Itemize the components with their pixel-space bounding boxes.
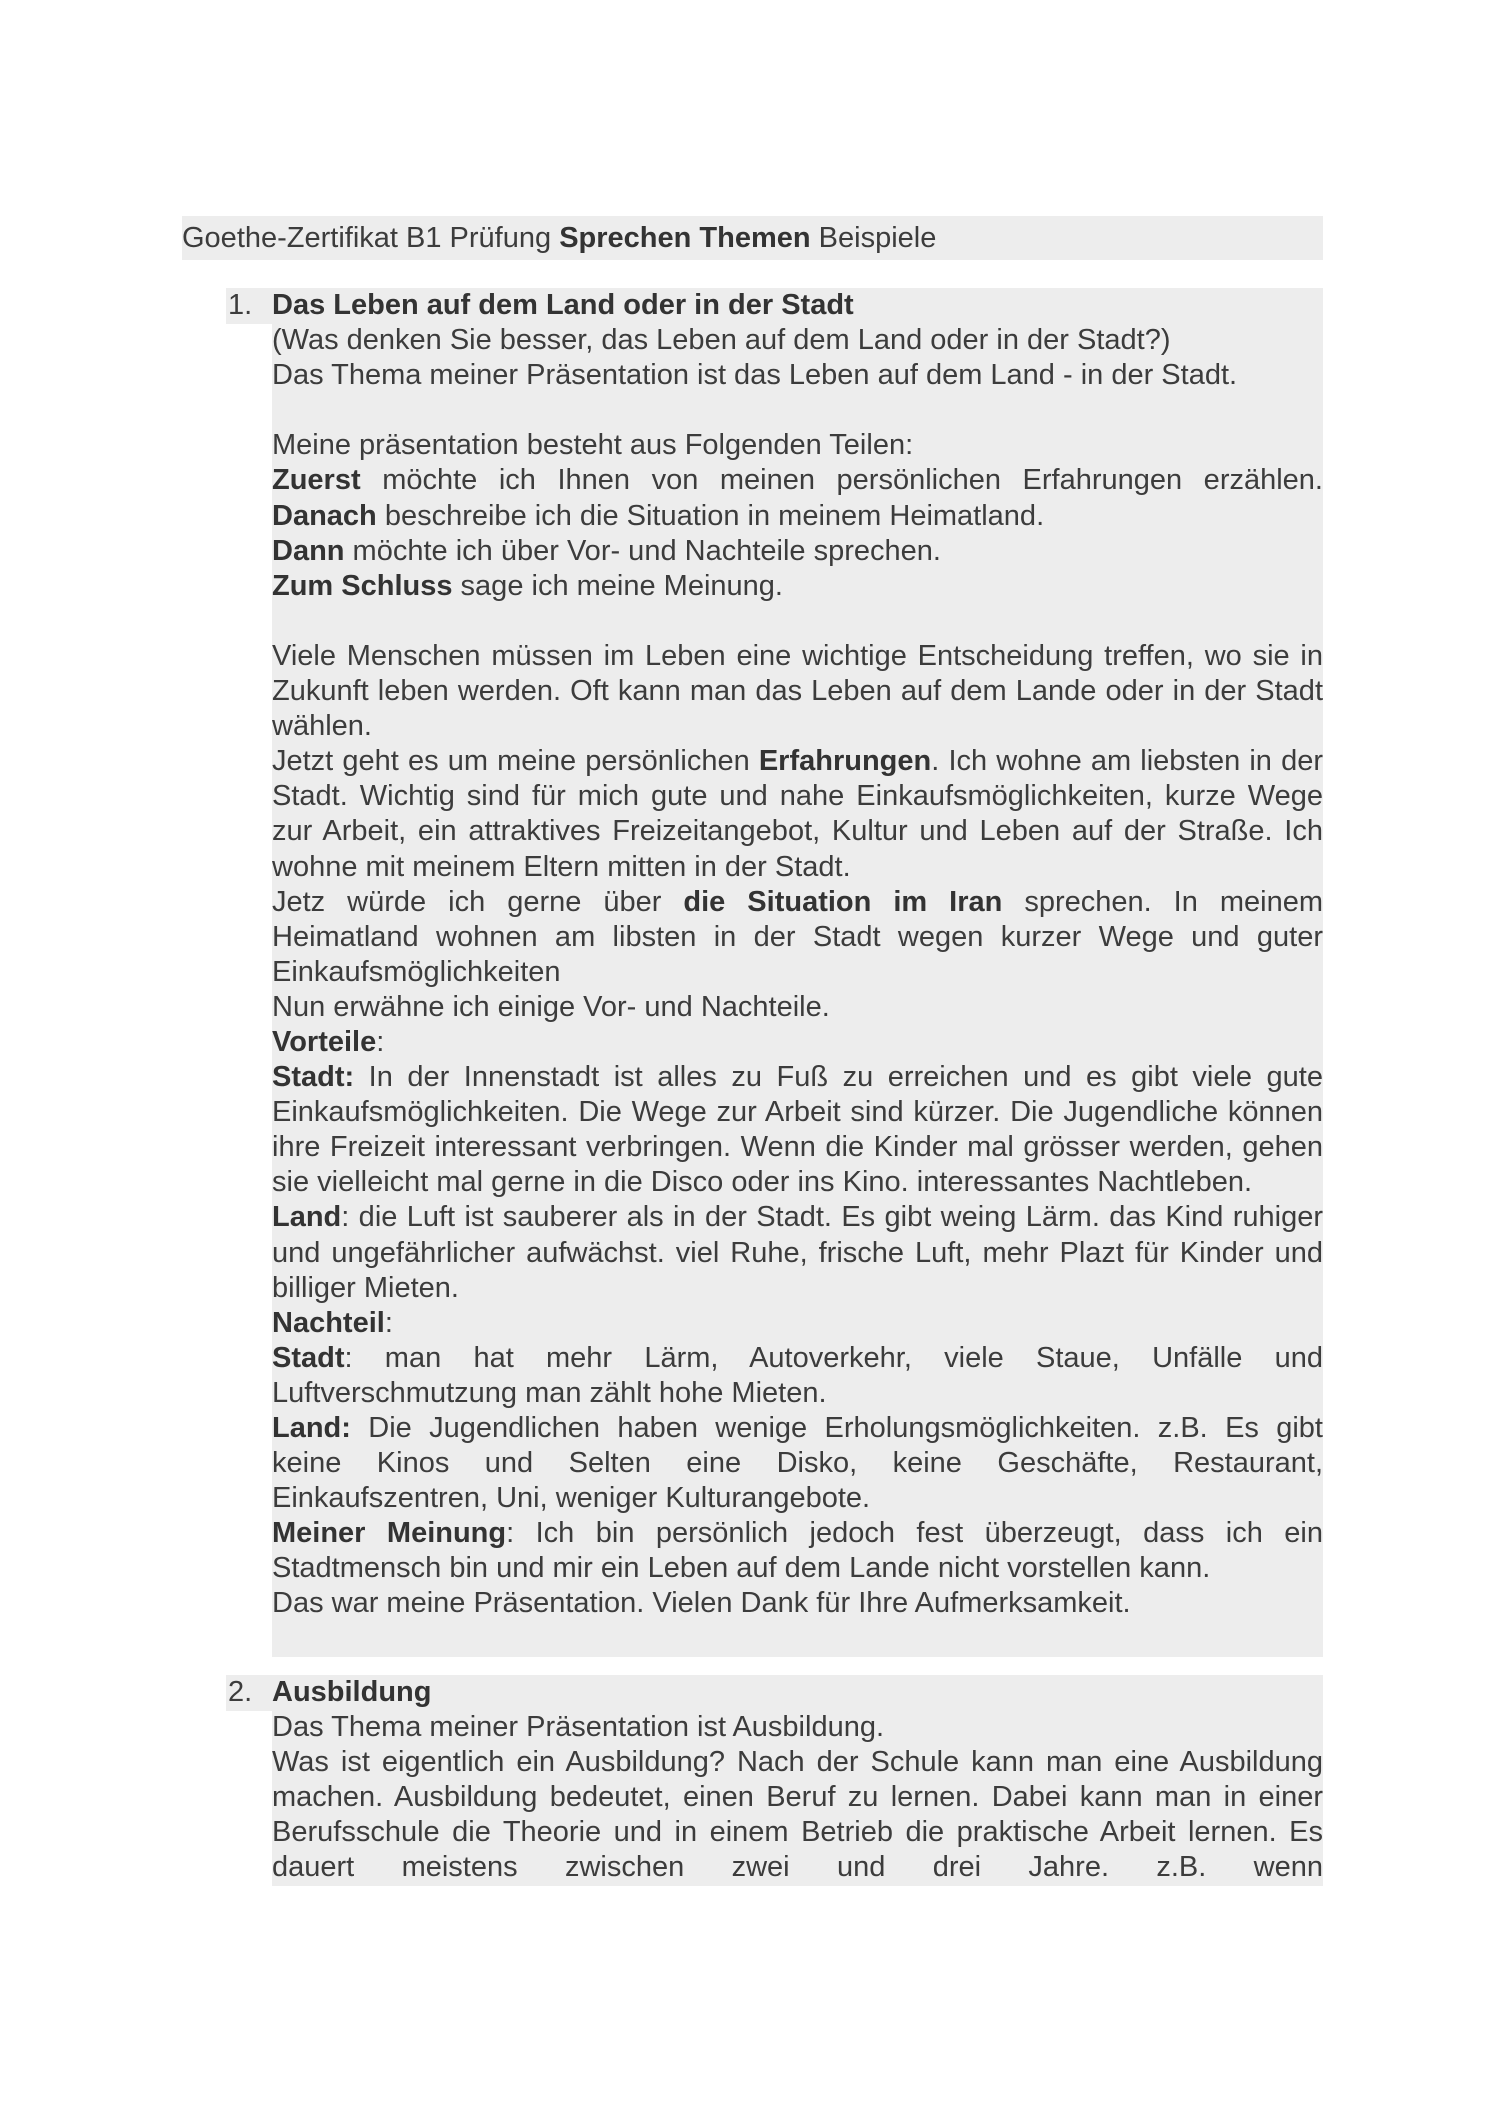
meinung-label: Meiner Meinung	[272, 1517, 507, 1550]
topic1-paragraph-vor-nachteile: Nun erwähne ich einige Vor- und Nachteile.	[272, 990, 830, 1023]
topic1-nachteil-heading	[272, 1306, 1323, 1341]
topic1-closing: Das war meine Präsentation. Vielen Dank für Ihre Aufmerksamkeit.	[272, 1587, 1131, 1620]
topic1-step-zuerst	[272, 463, 1323, 498]
vorteile-land-label: Land	[272, 1201, 342, 1234]
document-title-text	[182, 216, 936, 260]
situation-post: sprechen. In meinem Heimatland wohnen am libsten in der Stadt wegen kurzer Wege und guter Einkaufsmöglichkeiten	[272, 885, 1323, 988]
topic1-nachteil-stadt	[272, 1341, 1323, 1411]
topic1-step-danach	[272, 499, 1323, 534]
situation-bold: die Situation im Iran	[683, 885, 1003, 918]
vorteile-label: Vorteile	[272, 1025, 377, 1058]
topic1-vorteile-land	[272, 1200, 1323, 1305]
vorteile-stadt-text: In der Innenstadt ist alles zu Fuß zu erreichen und es gibt viele gute Einkaufsmöglichkeiten. Die Wege zur Arbeit sind kürzer. Die Jugendliche können ihre Freizeit interessant verbringen. Wenn die Kinder mal grösser werden, gehen sie vielleicht mal gerne in die Disco oder ins Kino. interessantes Nachtleben.	[272, 1061, 1323, 1199]
topic1-paragraph-1: Viele Menschen müssen im Leben eine wichtige Entscheidung treffen, wo sie in Zukunft leben werden. Oft kann man das Leben auf dem Lande oder in der Stadt wählen.	[272, 639, 1323, 743]
topic1-paragraph-erfahrungen	[272, 744, 1323, 884]
erfahrungen-pre: Jetzt geht es um meine persönlichen	[272, 745, 759, 778]
topic1-heading: Das Leben auf dem Land oder in der Stadt	[272, 289, 854, 321]
nachteil-land-label: Land:	[272, 1412, 351, 1444]
nachteil-colon: :	[384, 1306, 393, 1339]
vorteile-colon: :	[376, 1025, 385, 1058]
topic1-section	[272, 288, 1323, 1657]
topic1-question: (Was denken Sie besser, das Leben auf dem Land oder in der Stadt?)	[272, 324, 1171, 357]
topic1-vorteile-stadt	[272, 1060, 1323, 1200]
nachteil-stadt-label: Stadt	[272, 1341, 345, 1374]
topic2-intro: Das Thema meiner Präsentation ist Ausbildung.	[272, 1711, 885, 1744]
topic1-paragraph-situation	[272, 885, 1323, 990]
title-bold: Sprechen Themen	[559, 222, 811, 254]
topic1-intro: Das Thema meiner Präsentation ist das Leben auf dem Land - in der Stadt.	[272, 359, 1238, 392]
step-zuerst-text: möchte ich Ihnen von meinen persönlichen Erfahrungen erzählen.	[360, 464, 1323, 497]
step-danach-text: beschreibe ich die Situation in meinem Heimatland.	[376, 499, 1045, 532]
topic1-nachteil-land	[272, 1411, 1323, 1516]
document-title	[182, 216, 1323, 260]
topic1-number: 1.	[228, 289, 253, 321]
step-schluss-text: sage ich meine Meinung.	[452, 569, 783, 602]
vorteile-land-text: : die Luft ist sauberer als in der Stadt. Es gibt weing Lärm. das Kind ruhiger und ungefährlicher aufwächst. viel Ruhe, frische Luft, mehr Plazt für Kinder und billiger Mieten.	[272, 1201, 1323, 1304]
step-zuerst-label: Zuerst	[272, 464, 361, 497]
meinung-text: : Ich bin persönlich jedoch fest überzeugt, dass ich ein Stadtmensch bin und mir ein Leben auf dem Lande nicht vorstellen kann.	[272, 1517, 1323, 1585]
topic2-number: 2.	[228, 1676, 253, 1708]
step-schluss-label: Zum Schluss	[272, 569, 453, 602]
topic1-step-schluss	[272, 569, 1323, 604]
step-dann-text: möchte ich über Vor- und Nachteile sprechen.	[344, 534, 941, 567]
topic1-step-dann	[272, 534, 1323, 569]
step-dann-label: Dann	[272, 534, 345, 567]
vorteile-stadt-label: Stadt:	[272, 1061, 355, 1094]
erfahrungen-post: . Ich wohne am liebsten in der Stadt. Wichtig sind für mich gute und nahe Einkaufsmöglichkeiten, kurze Wege zur Arbeit, ein attraktives Freizeitangebot, Kultur und Leben auf der Straße. Ich wohne mit meinem Eltern mitten in der Stadt.	[272, 745, 1323, 883]
situation-pre: Jetz würde ich gerne über	[272, 885, 684, 918]
topic2-heading: Ausbildung	[272, 1676, 432, 1708]
title-suffix: Beispiele	[810, 222, 937, 254]
nachteil-land-text: Die Jugendlichen haben wenige Erholungsmöglichkeiten. z.B. Es gibt keine Kinos und Selten eine Disko, keine Geschäfte, Restaurant, Einkaufszentren, Uni, weniger Kulturangebote.	[272, 1412, 1323, 1515]
nachteil-label: Nachteil	[272, 1306, 385, 1339]
topic2-section	[272, 1675, 1323, 1886]
topic1-parts-intro: Meine präsentation besteht aus Folgenden Teilen:	[272, 429, 914, 462]
title-prefix: Goethe-Zertifikat B1 Prüfung	[182, 222, 560, 254]
topic1-meinung	[272, 1516, 1323, 1586]
erfahrungen-bold: Erfahrungen	[758, 745, 932, 778]
topic2-paragraph-1: Was ist eigentlich ein Ausbildung? Nach der Schule kann man eine Ausbildung machen. Ausbildung bedeutet, einen Beruf zu lernen. Dabei kann man in einer Berufsschule die Theorie und in einem Betrieb die praktische Arbeit lernen. Es dauert meistens zwischen zwei und drei Jahre. z.B. wenn	[272, 1746, 1323, 1884]
step-danach-label: Danach	[272, 499, 377, 532]
topic1-vorteile-heading	[272, 1025, 1323, 1060]
nachteil-stadt-text: : man hat mehr Lärm, Autoverkehr, viele Staue, Unfälle und Luftverschmutzung man zählt hohe Mieten.	[272, 1341, 1323, 1409]
